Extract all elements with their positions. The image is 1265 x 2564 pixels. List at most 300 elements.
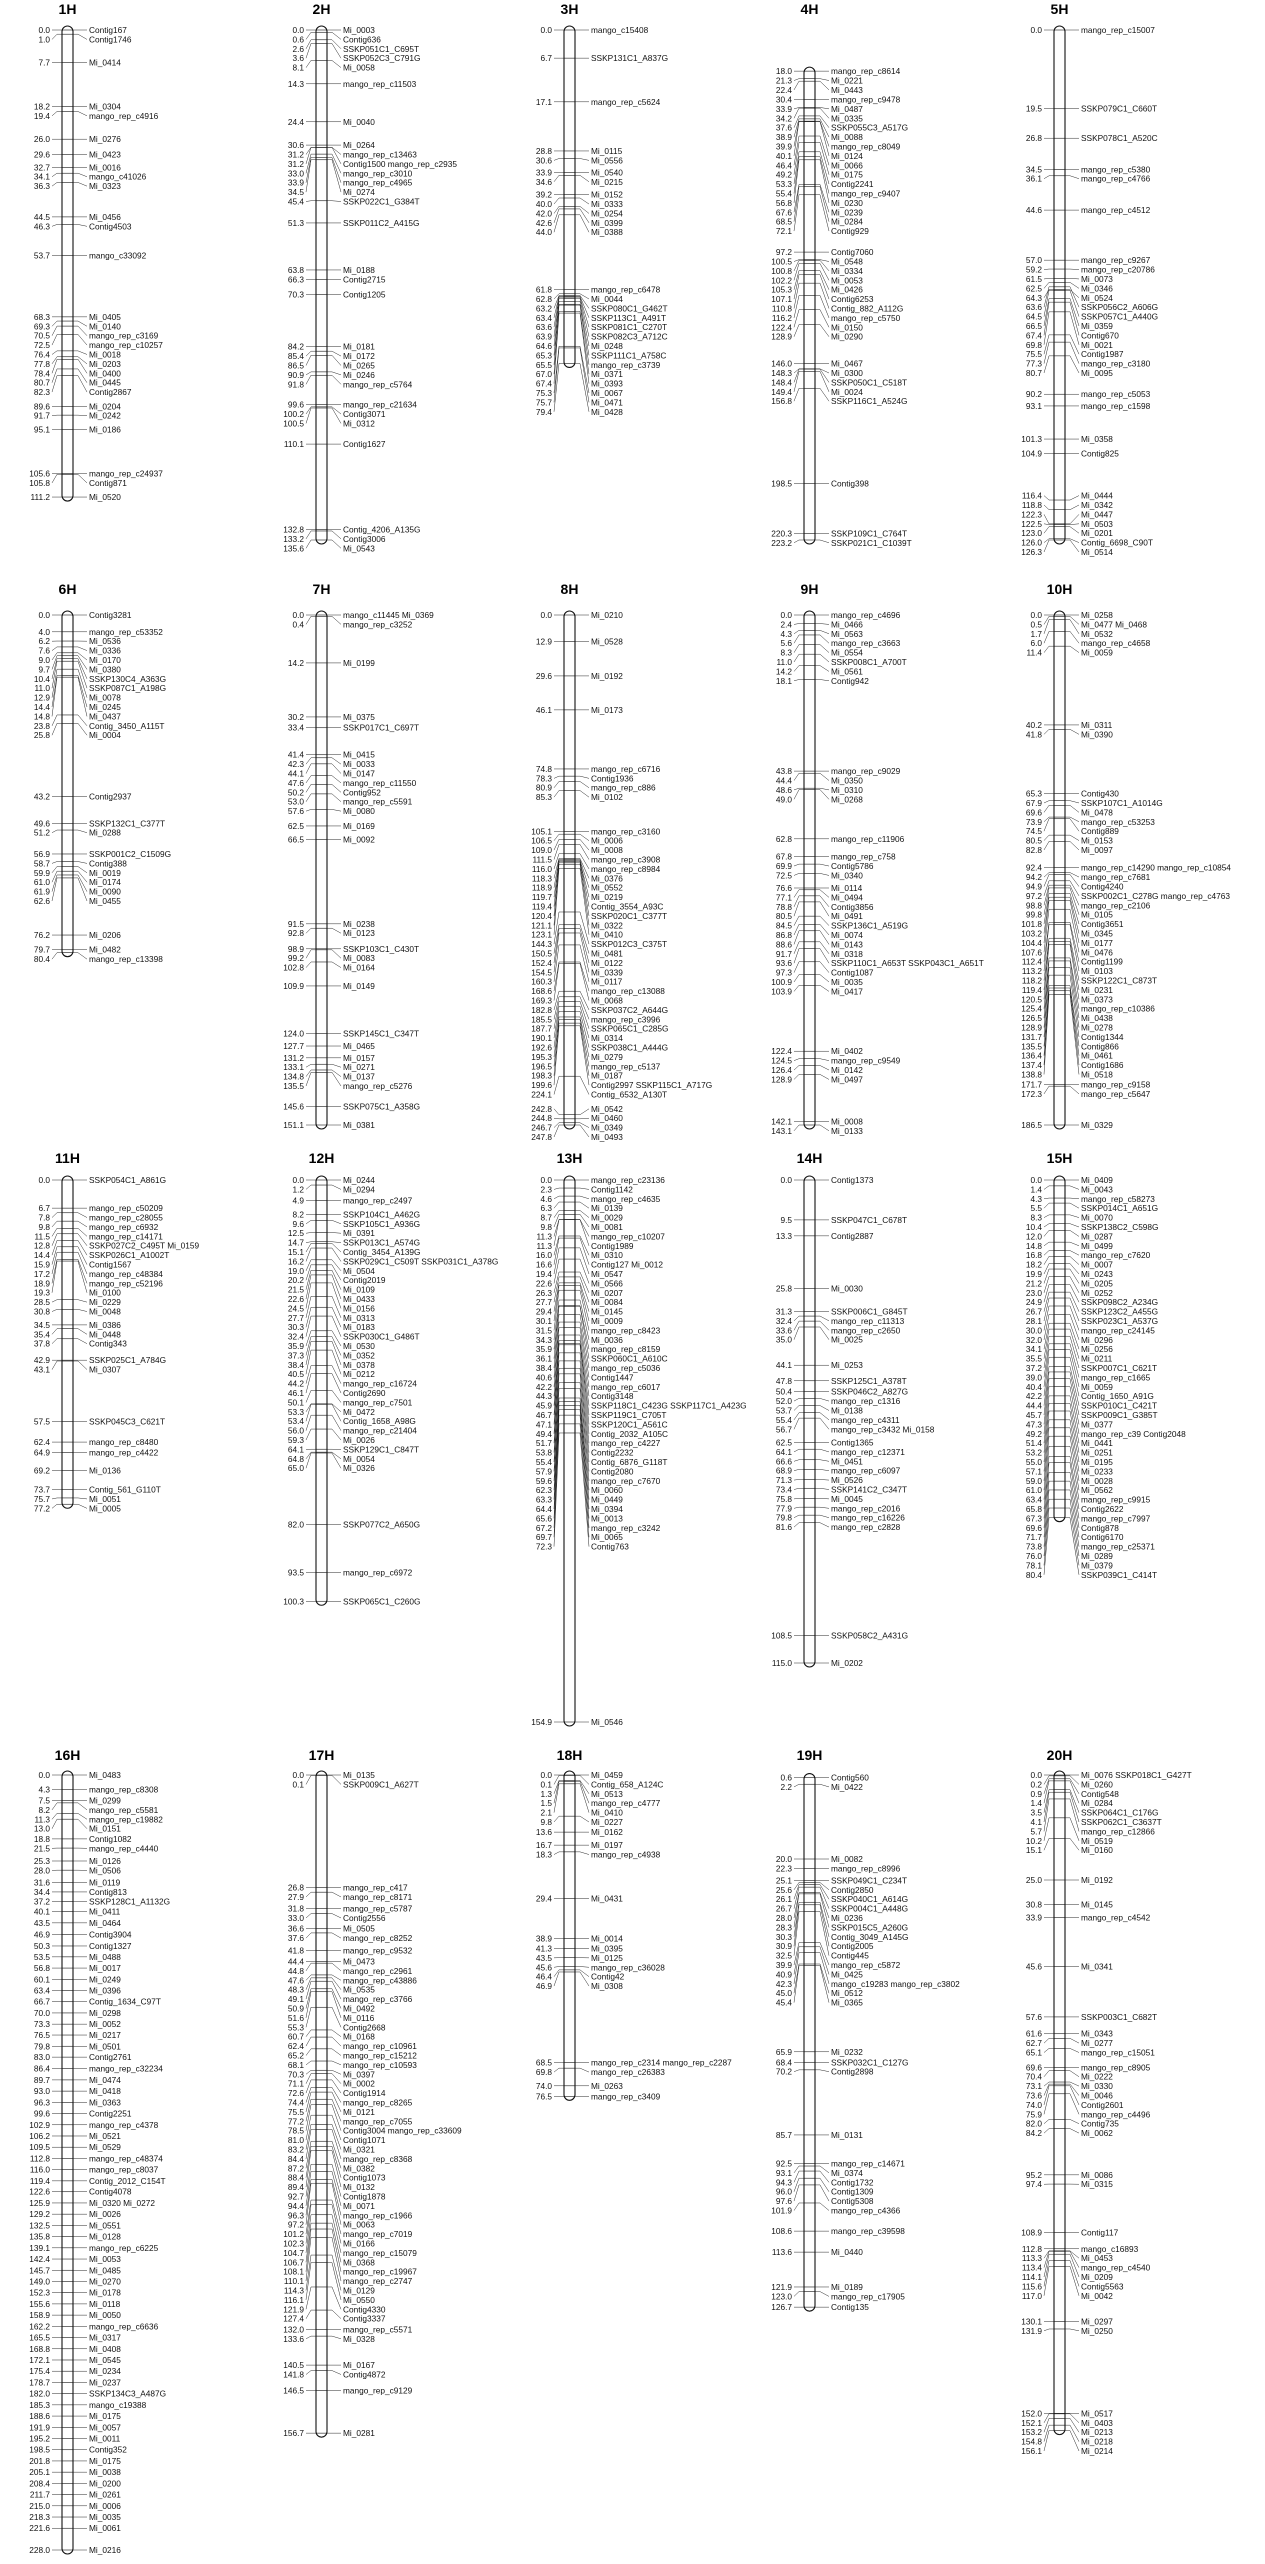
marker-position: 93.1 [1025,400,1042,411]
marker-leader-right [1065,514,1079,523]
marker-name: Contig2850 [831,1884,874,1895]
marker-leader-left [306,1429,316,1440]
marker-leader-right [575,1248,589,1274]
marker-position: 46.3 [33,221,50,232]
marker-leader-right [815,296,829,318]
marker-name: Contig352 [89,2444,127,2455]
marker-name: Mi_0561 [831,666,863,677]
marker-position: 55.4 [535,1457,552,1467]
marker-position: 153.2 [1021,2427,1042,2438]
marker-position: 101.9 [771,2205,792,2216]
marker-name: Mi_0205 [1081,1278,1113,1289]
marker-position: 9.8 [38,1221,50,1232]
marker-position: 14.8 [1025,1240,1042,1251]
marker-position: 53.4 [287,1416,304,1427]
marker-name: mango_rep_c11550 [343,777,417,788]
marker-name: Mi_0016 [89,162,121,173]
marker-name: Mi_0209 [1081,2271,1113,2282]
marker-position: 56.8 [33,1963,50,1974]
marker-leader-left [794,1398,804,1401]
marker-leader-left [52,1300,62,1302]
marker-name: Mi_0095 [1081,367,1113,378]
marker-name: Mi_0487 [831,103,863,114]
marker-position: 228.0 [29,2545,50,2555]
marker-position: 21.5 [33,1843,50,1854]
marker-name: SSKP145C1_C347T [343,1028,420,1039]
marker-leader-right [1065,801,1079,803]
marker-leader-left [306,1331,316,1346]
marker-position: 18.2 [33,101,50,112]
marker-name: Mi_0048 [89,1306,121,1317]
marker-name: Mi_0060 [591,1485,623,1496]
marker-name: mango_rep_c20786 [1081,264,1155,275]
marker-position: 63.2 [535,303,552,314]
marker-position: 42.3 [287,759,304,770]
marker-name: Mi_0518 [1081,1069,1113,1080]
marker-name: Mi_0125 [591,1952,623,1963]
marker-leader-left [52,335,62,346]
marker-name: mango_c33092 [89,250,147,261]
marker-name: mango_rep_c3663 [831,638,901,649]
marker-position: 122.3 [1021,509,1042,520]
marker-name: Mi_0192 [1081,1875,1113,1885]
marker-position: 122.4 [771,1046,792,1057]
marker-leader-right [73,376,87,392]
marker-name: Contig636 [343,34,381,45]
marker-name: Mi_0162 [591,1827,623,1838]
marker-position: 46.4 [775,160,792,171]
marker-position: 131.2 [283,1052,304,1063]
marker-name: Mi_0397 [343,2069,375,2080]
marker-position: 11.3 [536,1231,552,1242]
marker-name: Mi_0317 [89,2332,121,2343]
marker-leader-right [815,1125,829,1131]
marker-name: Mi_0018 [89,349,121,360]
marker-leader-left [306,764,316,774]
marker-position: 128.9 [771,1074,792,1085]
marker-leader-left [52,867,62,873]
marker-position: 96.3 [33,2097,50,2108]
marker-leader-left [52,111,62,115]
marker-position: 84.2 [287,341,304,352]
group-title: 9H [800,581,819,597]
marker-name: Contig_3554_A93C [591,901,664,912]
marker-leader-left [554,791,564,798]
marker-leader-left [554,1972,564,1986]
marker-position: 104.9 [1021,448,1042,459]
marker-name: Mi_0261 [89,2489,121,2500]
marker-name: Mi_0132 [343,2182,375,2193]
marker-leader-left [52,1498,62,1499]
marker-position: 0.0 [540,1175,552,1185]
group-title: 6H [58,581,77,597]
marker-name: SSKP039C1_C414T [1081,1569,1158,1580]
marker-leader-right [73,1498,87,1499]
marker-position: 107.1 [771,294,792,305]
marker-name: Contig4503 [89,221,132,232]
marker-position: 80.5 [775,911,792,922]
marker-position: 56.8 [775,197,792,208]
marker-leader-right [1065,1518,1079,1575]
marker-position: 47.8 [775,1375,792,1386]
marker-position: 33.9 [287,177,304,188]
marker-leader-right [1065,176,1079,179]
marker-name: Mi_0265 [343,360,375,371]
marker-leader-left [1044,1086,1054,1094]
marker-leader-left [794,1316,804,1321]
marker-position: 127.4 [283,2313,304,2324]
marker-leader-right [73,1228,87,1236]
marker-name: Mi_0363 [89,2097,121,2108]
marker-name: Mi_0394 [591,1504,623,1514]
marker-name: Contig2867 [89,387,132,398]
marker-name: Mi_0410 [591,1807,623,1818]
marker-position: 0.0 [38,1770,50,1780]
marker-position: 3.5 [1030,1807,1042,1818]
marker-name: Contig2997 SSKP115C1_A717G [591,1080,713,1091]
marker-name: Mi_0038 [89,2467,121,2478]
marker-leader-right [815,985,829,991]
marker-name: mango_rep_c5750 [831,312,901,323]
marker-name: SSKP060C1_A610C [591,1353,668,1364]
marker-position: 67.6 [775,207,792,218]
marker-name: SSKP015C5_A260G [831,1922,909,1933]
marker-name: mango_rep_c2106 [1081,900,1151,911]
marker-name: Mi_0025 [831,1334,863,1345]
marker-position: 68.3 [33,311,50,322]
marker-leader-left [794,108,804,118]
marker-position: 195.3 [531,1051,552,1062]
marker-position: 0.0 [1030,1175,1042,1185]
marker-name: Mi_0358 [1081,434,1113,445]
marker-position: 48.6 [775,784,792,795]
marker-name: Mi_0243 [1081,1269,1113,1279]
marker-leader-left [794,1460,804,1462]
marker-position: 132.0 [283,2324,304,2335]
marker-position: 67.2 [535,1522,552,1533]
marker-name: mango_rep_c36028 [591,1962,665,1973]
marker-leader-right [575,1188,589,1189]
marker-position: 0.0 [38,25,50,35]
marker-name: Mi_0299 [89,1795,121,1806]
group-title: 11H [55,1150,80,1166]
marker-leader-left [52,474,62,483]
marker-leader-right [327,60,341,67]
marker-position: 41.8 [287,1945,304,1956]
marker-position: 112.8 [29,2153,50,2164]
marker-position: 110.1 [283,2276,304,2287]
marker-leader-right [1065,2086,1079,2105]
marker-leader-right [73,224,87,226]
marker-name: Contig_2012_C154T [89,2175,166,2186]
marker-name: Contig_1634_C97T [89,1996,161,2007]
marker-name: Mi_0437 [89,711,121,722]
marker-leader-right [327,1275,341,1299]
marker-name: SSKP107C1_A1014G [1081,797,1163,808]
marker-name: SSKP080C1_G462T [591,303,668,314]
marker-leader-left [554,1006,564,1038]
marker-name: Contig_658_A124C [591,1779,664,1790]
marker-name: mango_rep_c15051 [1081,2047,1155,2058]
marker-name: Mi_0460 [591,1113,623,1124]
marker-leader-right [1065,1411,1079,1462]
marker-leader-right [327,540,341,548]
marker-position: 74.8 [535,763,552,774]
marker-position: 0.0 [38,1175,50,1185]
marker-name: Mi_0395 [591,1943,623,1954]
marker-position: 1.0 [38,34,50,45]
marker-name: Mi_0281 [343,2428,375,2439]
marker-name: mango_rep_c48384 [89,1268,163,1279]
marker-position: 73.6 [1025,2090,1042,2101]
marker-leader-left [1044,540,1054,552]
marker-name: Mi_0121 [343,2106,375,2117]
marker-leader-left [52,1803,62,1810]
marker-name: mango_rep_c7620 [1081,1250,1151,1261]
marker-position: 185.3 [29,2399,50,2410]
marker-name: Contig2690 [343,1388,386,1399]
marker-position: 127.7 [283,1041,304,1052]
marker-name: Mi_0270 [89,2276,121,2287]
marker-position: 65.8 [1025,1504,1042,1514]
marker-position: 148.3 [771,368,792,379]
marker-position: 93.0 [33,2086,50,2097]
marker-leader-right [815,1523,829,1527]
marker-position: 32.4 [287,1331,304,1342]
marker-leader-right [73,1803,87,1810]
marker-position: 73.3 [33,2019,50,2030]
marker-position: 142.1 [771,1116,792,1127]
marker-position: 16.8 [1025,1250,1042,1261]
marker-position: 25.0 [1025,1875,1042,1885]
marker-position: 31.5 [535,1325,552,1336]
marker-position: 49.2 [1025,1428,1042,1439]
marker-leader-right [1065,873,1079,877]
marker-position: 84.5 [775,920,792,931]
marker-name: mango_rep_c25371 [1081,1541,1155,1552]
marker-name: mango_rep_c16724 [343,1378,417,1389]
marker-leader-left [306,1992,316,2018]
marker-position: 37.2 [33,1896,50,1907]
marker-position: 57.9 [535,1466,552,1477]
marker-position: 83.2 [287,2144,304,2155]
marker-name: Contig343 [89,1338,127,1349]
marker-position: 108.9 [1021,2227,1042,2238]
marker-position: 35.9 [287,1341,304,1352]
marker-leader-left [306,2115,316,2140]
marker-name: Mi_0542 [591,1103,623,1114]
marker-leader-left [794,1885,804,1900]
marker-leader-right [73,1361,87,1370]
marker-position: 68.5 [775,216,792,227]
marker-name: Mi_0253 [831,1360,863,1371]
marker-leader-left [1044,269,1054,270]
marker-position: 125.9 [29,2197,50,2208]
marker-position: 165.5 [29,2332,50,2343]
marker-leader-left [306,1243,316,1252]
marker-position: 105.8 [29,477,50,488]
marker-leader-right [1065,2071,1079,2077]
marker-name: Contig2232 [591,1447,634,1458]
marker-leader-left [794,645,804,653]
marker-name: Mi_0251 [1081,1447,1113,1458]
marker-leader-right [575,198,589,204]
marker-leader-left [794,1784,804,1787]
marker-leader-right [73,1259,87,1283]
marker-position: 34.4 [33,1886,50,1897]
marker-leader-right [1065,1436,1079,1490]
marker-position: 30.4 [775,94,792,105]
marker-name: mango_rep_c39 Contig2048 [1081,1428,1186,1439]
marker-leader-left [306,1185,316,1189]
marker-position: 79.8 [33,2041,50,2052]
marker-leader-right [327,2124,341,2149]
marker-leader-right [1065,1269,1079,1283]
marker-position: 29.4 [535,1306,552,1317]
marker-name: Mi_0287 [1081,1231,1113,1242]
marker-leader-right [575,1852,589,1855]
marker-name: Mi_0008 [831,1116,863,1127]
marker-name: mango_rep_c5036 [591,1363,661,1373]
marker-leader-left [306,1275,316,1299]
linkage-group-8H [531,581,712,1142]
marker-name: mango_rep_c2747 [343,2276,413,2287]
marker-leader-right [327,2310,341,2319]
marker-name: SSKP037C2_A644G [591,1004,669,1015]
marker-leader-left [52,321,62,326]
marker-name: Mi_0249 [89,1974,121,1985]
marker-name: Mi_0350 [831,775,863,786]
marker-position: 73.7 [33,1484,50,1495]
marker-name: mango_rep_c6932 [89,1221,159,1232]
marker-name: mango_rep_c21634 [343,399,417,410]
marker-name: mango_rep_c13088 [591,986,665,997]
marker-name: Mi_0554 [831,647,863,658]
marker-name: Mi_0115 [591,145,623,156]
marker-position: 56.7 [775,1424,792,1435]
marker-leader-left [1044,801,1054,803]
marker-name: mango_rep_c7670 [591,1475,661,1486]
marker-leader-left [794,1065,804,1070]
marker-name: Mi_0417 [831,986,863,997]
marker-position: 52.0 [775,1396,792,1407]
marker-name: Mi_0345 [1081,928,1113,939]
marker-name: Mi_0409 [1081,1175,1113,1185]
marker-position: 69.8 [1025,339,1042,350]
marker-name: Mi_0050 [89,2310,121,2321]
marker-leader-left [306,784,316,792]
marker-leader-left [794,1418,804,1429]
marker-position: 89.7 [33,2074,50,2085]
marker-name: Mi_0310 [591,1250,623,1261]
marker-position: 67.9 [1025,797,1042,808]
marker-name: Contig2601 [1081,2099,1124,2110]
marker-leader-left [306,1374,316,1393]
marker-position: 182.8 [531,1004,552,1015]
marker-name: Contig42 [591,1971,625,1982]
marker-name: Contig2080 [591,1466,634,1477]
marker-position: 113.3 [1021,2253,1042,2264]
marker-name: mango_rep_c43886 [343,1975,417,1986]
marker-position: 119.4 [531,901,552,912]
marker-leader-left [52,723,62,735]
marker-position: 51.4 [1025,1438,1042,1449]
marker-name: mango_rep_c4496 [1081,2109,1151,2120]
marker-name: SSKP040C1_A614G [831,1894,909,1905]
marker-leader-left [1044,2329,1054,2331]
marker-position: 85.4 [287,351,304,362]
marker-position: 11.3 [536,1240,552,1251]
chromosome-bar [62,1176,73,1508]
marker-position: 154.5 [531,967,552,978]
marker-leader-left [554,1210,564,1217]
marker-leader-right [575,1202,589,1208]
marker-name: Mi_0187 [591,1070,623,1081]
marker-name: Mi_0175 [831,169,863,180]
marker-name: Contig1567 [89,1259,132,1270]
marker-position: 46.1 [535,704,552,715]
marker-name: Mi_0080 [343,806,375,817]
marker-name: Mi_0562 [1081,1485,1113,1496]
marker-position: 7.7 [38,57,50,68]
marker-leader-left [794,975,804,982]
marker-position: 79.8 [775,1512,792,1523]
marker-name: Mi_0274 [343,187,375,198]
marker-leader-right [1065,900,1079,942]
marker-leader-right [575,1109,589,1115]
marker-name: Mi_0426 [831,284,863,295]
marker-leader-right [73,867,87,873]
marker-position: 68.5 [535,2057,552,2068]
marker-name: Mi_0071 [343,2200,375,2211]
marker-name: mango_rep_c9407 [831,188,901,199]
marker-leader-right [73,182,87,186]
marker-position: 42.2 [1025,1391,1042,1402]
marker-position: 97.2 [775,247,792,258]
marker-position: 0.0 [780,610,792,620]
marker-position: 63.6 [1025,302,1042,313]
marker-position: 9.7 [38,664,50,675]
marker-name: Mi_0215 [591,176,623,187]
marker-name: Mi_0053 [831,275,863,286]
marker-position: 6.2 [38,636,50,647]
marker-name: mango_rep_c24937 [89,468,163,479]
marker-name: Mi_0379 [1081,1560,1113,1571]
marker-name: Mi_0455 [89,895,121,906]
marker-name: Contig127 Mi_0012 [591,1259,663,1270]
marker-name: SSKP011C2_A415G [343,217,420,228]
marker-name: Contig3337 [343,2313,386,2324]
marker-name: SSKP045C3_C621T [89,1416,166,1427]
marker-position: 0.0 [540,1770,552,1780]
marker-leader-left [1044,1215,1054,1218]
marker-leader-right [815,81,829,90]
marker-leader-right [327,1390,341,1402]
marker-name: Mi_0042 [1081,2290,1113,2301]
marker-name: Mi_0445 [89,377,121,388]
marker-name: mango_rep_c10207 [591,1231,665,1242]
marker-position: 126.4 [771,1065,792,1076]
marker-position: 117.0 [1021,2290,1042,2301]
marker-leader-left [554,1196,564,1199]
marker-leader-left [794,962,804,973]
marker-name: mango_rep_c4777 [591,1798,661,1809]
marker-name: SSKP065C1_C285G [591,1023,669,1034]
marker-name: Mi_0197 [591,1840,623,1851]
marker-leader-right [815,1912,829,1956]
marker-name: SSKP098C2_A234G [1081,1297,1159,1308]
marker-leader-left [1044,1298,1054,1321]
